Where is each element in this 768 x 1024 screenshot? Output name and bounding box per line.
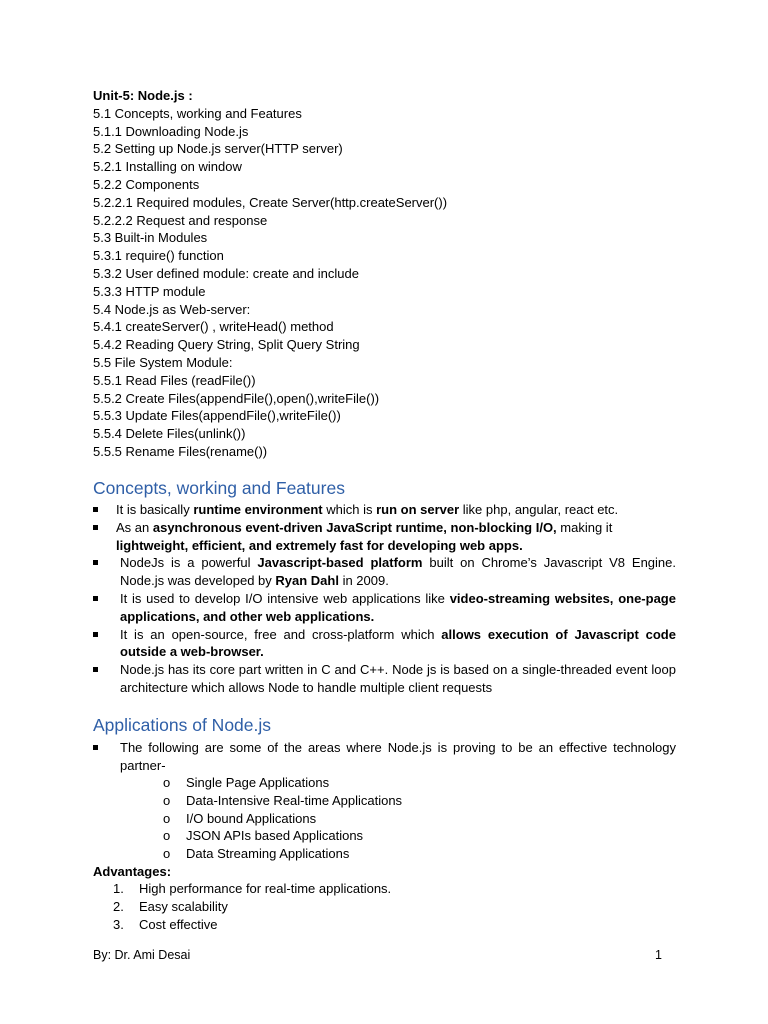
bullet-marker: [93, 525, 98, 530]
toc-item: 5.4 Node.js as Web-server:: [93, 301, 251, 317]
concepts-bullet-list: [93, 501, 676, 697]
concepts-heading: Concepts, working and Features: [93, 478, 345, 498]
toc-item: 5.5.3 Update Files(appendFile(),writeFile()): [93, 408, 341, 424]
toc-item: 5.3.2 User defined module: create and include: [93, 265, 359, 281]
toc-item: 5.5.2 Create Files(appendFile(),open(),writeFile()): [93, 390, 380, 406]
list-item: o JSON APIs based Applications: [163, 828, 364, 844]
advantages-list: [113, 880, 391, 933]
toc-item: 5.2.2.2 Request and response: [93, 212, 268, 228]
toc-item: 5.2.2 Components: [93, 176, 200, 192]
toc-item: 5.3 Built-in Modules: [93, 230, 208, 246]
toc-item: 5.4.1 createServer() , writeHead() method: [93, 319, 334, 335]
advantages-heading: Advantages:: [93, 864, 172, 879]
bullet-item: It is basically runtime environment which is run on server like php, angular, react etc.: [93, 501, 676, 519]
toc-item: 5.3.1 require() function: [93, 248, 224, 264]
circle-bullet: o: [163, 846, 171, 862]
table-of-contents: [93, 87, 693, 461]
bullet-marker: [93, 667, 98, 672]
footer-author: By: Dr. Ami Desai: [93, 948, 191, 962]
toc-item: 5.3.3 HTTP module: [93, 283, 206, 299]
toc-item: 5.5 File System Module:: [93, 354, 233, 370]
bullet-item: As an asynchronous event-driven JavaScript runtime, non-blocking I/O, making it lightweight, efficient, and extremely fast for developing web apps.: [93, 519, 676, 555]
bullet-marker: [93, 560, 98, 565]
toc-item: 5.1.1 Downloading Node.js: [93, 123, 249, 139]
toc-item: 5.1 Concepts, working and Features: [93, 105, 302, 121]
bullet-item: NodeJs is a powerful Javascript-based platform built on Chrome’s Javascript V8 Engine. Node.js was developed by Ryan Dahl in 2009.: [93, 554, 676, 590]
unit-title: Unit-5: Node.js :: [93, 88, 193, 103]
list-item: 2. Easy scalability: [113, 898, 228, 914]
list-item: o Data-Intensive Real-time Applications: [163, 792, 403, 808]
circle-bullet: o: [163, 810, 171, 826]
bullet-item: The following are some of the areas where Node.js is proving to be an effective technology partner-: [93, 739, 676, 775]
toc-item: 5.5.4 Delete Files(unlink()): [93, 426, 246, 442]
circle-bullet: o: [163, 775, 171, 790]
list-item: o Single Page Applications: [163, 775, 330, 790]
circle-bullet: o: [163, 828, 171, 844]
toc-item: 5.5.1 Read Files (readFile()): [93, 372, 256, 388]
bullet-item: Node.js has its core part written in C and C++. Node js is based on a single-threaded event loop architecture which allows Node to handle multiple client requests: [93, 661, 676, 697]
list-item: o I/O bound Applications: [163, 810, 317, 826]
toc-item: 5.2.2.1 Required modules, Create Server(http.createServer()): [93, 194, 448, 210]
toc-item: 5.4.2 Reading Query String, Split Query String: [93, 337, 360, 353]
toc-item: 5.5.5 Rename Files(rename()): [93, 443, 268, 459]
bullet-item: It is used to develop I/O intensive web applications like video-streaming websites, one-page applications, and other web applications.: [93, 590, 676, 626]
applications-heading: Applications of Node.js: [93, 715, 272, 735]
list-item: o Data Streaming Applications: [163, 846, 350, 862]
bullet-item: It is an open-source, free and cross-platform which allows execution of Javascript code outside a web-browser.: [93, 626, 676, 662]
bullet-marker: [93, 596, 98, 601]
toc-item: 5.2.1 Installing on window: [93, 159, 242, 175]
list-item: 3. Cost effective: [113, 916, 218, 932]
applications-sub-list: [163, 774, 402, 863]
bullet-marker: [93, 632, 98, 637]
bullet-marker: [93, 745, 98, 750]
list-item: 1. High performance for real-time applications.: [113, 881, 392, 896]
applications-bullet-list: [93, 739, 676, 775]
page-number: 1: [655, 948, 662, 962]
circle-bullet: o: [163, 792, 171, 808]
bullet-marker: [93, 507, 98, 512]
toc-item: 5.2 Setting up Node.js server(HTTP server): [93, 141, 343, 157]
